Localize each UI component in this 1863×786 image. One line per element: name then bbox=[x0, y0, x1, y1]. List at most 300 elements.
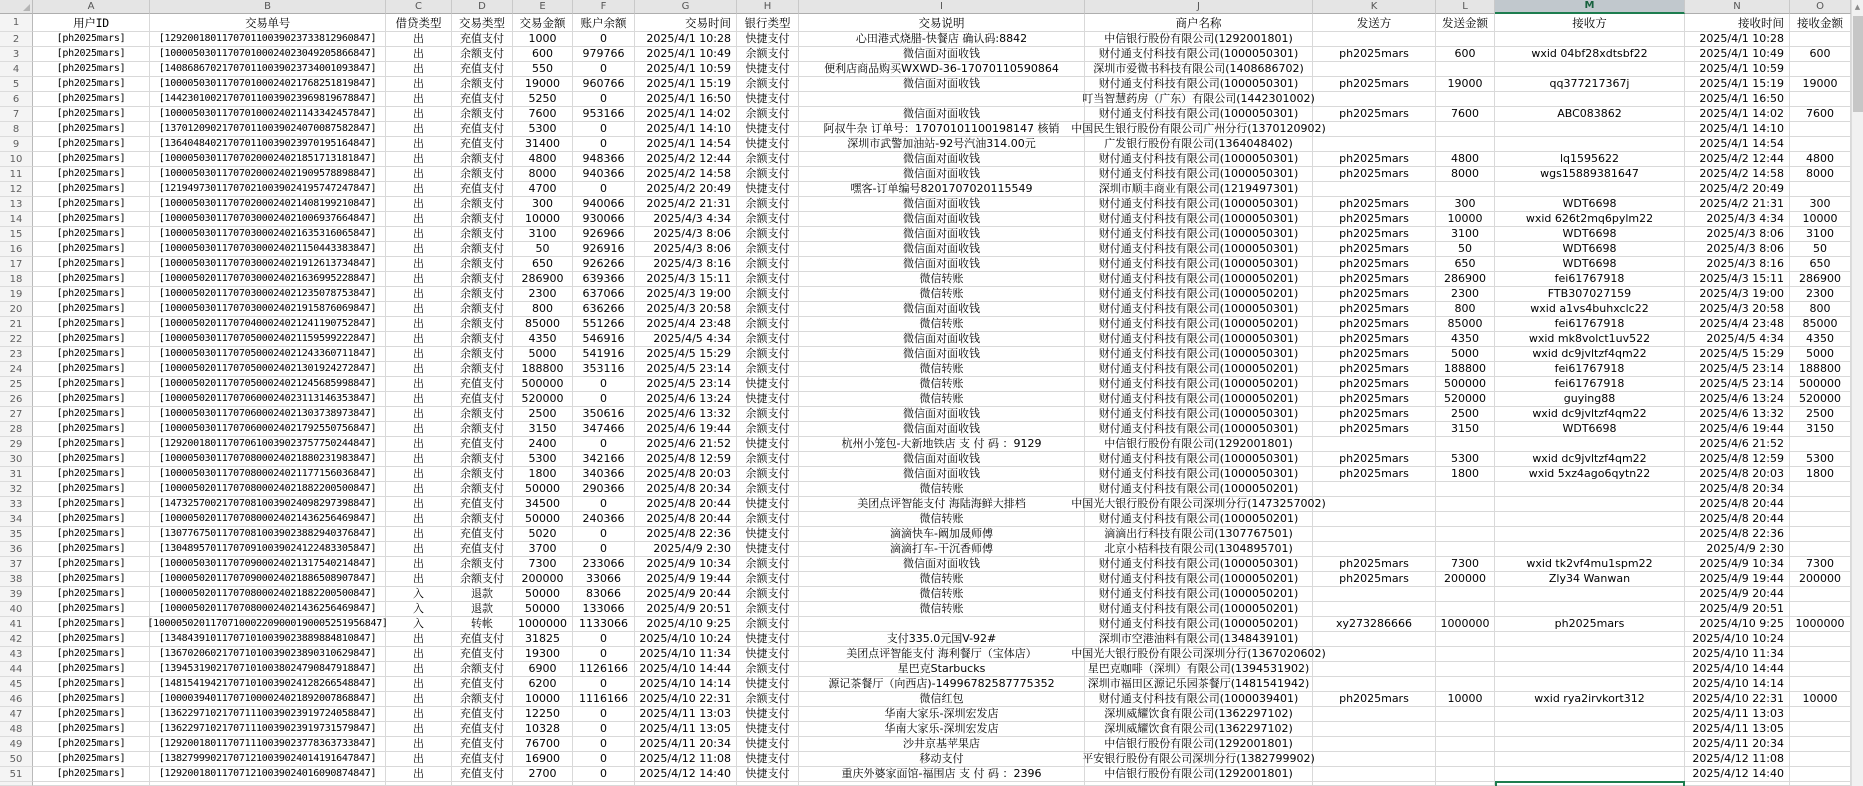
cell[interactable] bbox=[1436, 587, 1495, 602]
cell[interactable]: [100005030117070100024023049205866847] bbox=[150, 47, 386, 62]
cell[interactable]: 阿叔牛杂 订单号：17070101100198147 核销 bbox=[799, 122, 1085, 137]
row-number[interactable]: 49 bbox=[0, 737, 33, 752]
cell[interactable]: [100005020117070800024021882200500847] bbox=[150, 482, 386, 497]
cell[interactable]: 微信转账 bbox=[799, 482, 1085, 497]
cell[interactable] bbox=[1790, 602, 1851, 617]
cell[interactable]: 快捷支付 bbox=[737, 677, 799, 692]
cell[interactable]: wxid 5xz4ago6qytn22 bbox=[1495, 467, 1685, 482]
cell[interactable] bbox=[1436, 182, 1495, 197]
row-number[interactable]: 44 bbox=[0, 662, 33, 677]
cell[interactable]: 出 bbox=[386, 437, 452, 452]
cell[interactable]: [100005030117070800024021880231983847] bbox=[150, 452, 386, 467]
cell[interactable]: [100005020117070300024021636995228847] bbox=[150, 272, 386, 287]
cell[interactable]: 快捷支付 bbox=[737, 377, 799, 392]
row-number[interactable]: 8 bbox=[0, 122, 33, 137]
row-number[interactable]: 39 bbox=[0, 587, 33, 602]
cell[interactable]: 2025/4/9 20:51 bbox=[635, 602, 737, 617]
cell[interactable]: 财付通支付科技有限公司(1000050201) bbox=[1085, 572, 1313, 587]
cell[interactable]: 2025/4/8 22:36 bbox=[1685, 527, 1790, 542]
cell[interactable]: ABC083862 bbox=[1495, 107, 1685, 122]
cell[interactable]: 3150 bbox=[1436, 422, 1495, 437]
cell[interactable] bbox=[1436, 482, 1495, 497]
cell[interactable]: [100005030117070200024021408199210847] bbox=[150, 197, 386, 212]
cell[interactable]: [ph2025mars] bbox=[33, 197, 150, 212]
cell[interactable]: 6200 bbox=[513, 677, 573, 692]
cell[interactable]: 300 bbox=[1436, 197, 1495, 212]
cell[interactable] bbox=[1495, 512, 1685, 527]
cell[interactable]: 2500 bbox=[1790, 407, 1851, 422]
cell[interactable]: [129200180117071210039024016090874847] bbox=[150, 767, 386, 782]
cell[interactable]: 2025/4/1 10:28 bbox=[635, 32, 737, 47]
cell[interactable]: 余额支付 bbox=[737, 167, 799, 182]
cell[interactable]: 2025/4/3 20:58 bbox=[635, 302, 737, 317]
cell[interactable]: 2025/4/5 23:14 bbox=[1685, 377, 1790, 392]
cell[interactable]: 2025/4/12 11:08 bbox=[1685, 752, 1790, 767]
cell[interactable]: fei61767918 bbox=[1495, 272, 1685, 287]
cell[interactable]: 出 bbox=[386, 272, 452, 287]
cell[interactable]: 2025/4/2 14:58 bbox=[635, 167, 737, 182]
cell[interactable]: [100005030117070300024021635316065847] bbox=[150, 227, 386, 242]
cell[interactable]: 1126166 bbox=[573, 662, 635, 677]
cell[interactable]: 2025/4/10 14:44 bbox=[1685, 662, 1790, 677]
cell[interactable]: [ph2025mars] bbox=[33, 452, 150, 467]
cell[interactable] bbox=[1495, 632, 1685, 647]
cell[interactable]: [100005030117070300024021915876069847] bbox=[150, 302, 386, 317]
cell[interactable]: 3100 bbox=[1790, 227, 1851, 242]
cell[interactable] bbox=[1790, 137, 1851, 152]
cell[interactable]: [100005020117070800024021436256469847] bbox=[150, 512, 386, 527]
cell[interactable]: 2025/4/3 20:58 bbox=[1685, 302, 1790, 317]
cell[interactable]: 188800 bbox=[513, 362, 573, 377]
cell[interactable]: [ph2025mars] bbox=[33, 257, 150, 272]
cell[interactable]: 微信面对面收钱 bbox=[799, 212, 1085, 227]
cell[interactable]: 10000 bbox=[513, 212, 573, 227]
cell[interactable]: [100005020117070800024021436256469847] bbox=[150, 602, 386, 617]
cell[interactable]: 出 bbox=[386, 497, 452, 512]
cell[interactable]: 深圳市爱微书科技有限公司(1408686702) bbox=[1085, 62, 1313, 77]
cell[interactable]: 2025/4/8 20:44 bbox=[635, 497, 737, 512]
cell[interactable]: 5000 bbox=[513, 347, 573, 362]
cell[interactable]: 2025/4/11 13:03 bbox=[635, 707, 737, 722]
cell[interactable] bbox=[1313, 137, 1436, 152]
row-number[interactable]: 13 bbox=[0, 197, 33, 212]
cell[interactable] bbox=[1495, 497, 1685, 512]
cell[interactable]: 1000000 bbox=[1436, 617, 1495, 632]
cell[interactable]: 杭州小笼包-大新地铁店 支 付 码 ：9129 bbox=[799, 437, 1085, 452]
cell[interactable]: wxid mk8volct1uv522 bbox=[1495, 332, 1685, 347]
cell[interactable]: 出 bbox=[386, 257, 452, 272]
cell[interactable]: [100005030117070500024021243360711847] bbox=[150, 347, 386, 362]
cell[interactable]: 2025/4/3 8:16 bbox=[635, 257, 737, 272]
cell[interactable]: ph2025mars bbox=[1313, 692, 1436, 707]
cell[interactable]: 2025/4/11 13:05 bbox=[1685, 722, 1790, 737]
cell[interactable]: 财付通支付科技有限公司(1000050301) bbox=[1085, 227, 1313, 242]
cell[interactable]: 出 bbox=[386, 212, 452, 227]
cell[interactable]: 余额支付 bbox=[737, 272, 799, 287]
cell[interactable]: 2025/4/10 10:24 bbox=[1685, 632, 1790, 647]
cell[interactable]: 微信转账 bbox=[799, 512, 1085, 527]
column-letter-O[interactable]: O bbox=[1790, 0, 1851, 14]
row-number[interactable]: 22 bbox=[0, 332, 33, 347]
cell[interactable]: 充值支付 bbox=[452, 677, 513, 692]
cell[interactable]: 2025/4/8 12:59 bbox=[1685, 452, 1790, 467]
cell[interactable]: ph2025mars bbox=[1313, 107, 1436, 122]
cell[interactable]: [ph2025mars] bbox=[33, 137, 150, 152]
cell[interactable]: 交易时间 bbox=[635, 14, 737, 32]
cell[interactable]: 财付通支付科技有限公司(1000050201) bbox=[1085, 482, 1313, 497]
cell[interactable]: [ph2025mars] bbox=[33, 77, 150, 92]
cell[interactable]: 发送方 bbox=[1313, 14, 1436, 32]
cell[interactable]: 平安银行股份有限公司深圳分行(1382799902) bbox=[1082, 752, 1315, 765]
cell[interactable]: 出 bbox=[386, 32, 452, 47]
cell[interactable]: 2025/4/9 19:44 bbox=[635, 572, 737, 587]
cell[interactable]: 微信面对面收钱 bbox=[799, 407, 1085, 422]
row-number[interactable]: 14 bbox=[0, 212, 33, 227]
cell[interactable]: 10000 bbox=[1436, 692, 1495, 707]
cell[interactable]: 340366 bbox=[573, 467, 635, 482]
cell[interactable] bbox=[1790, 512, 1851, 527]
cell[interactable]: 19000 bbox=[1436, 77, 1495, 92]
cell[interactable]: 用户ID bbox=[33, 14, 150, 32]
cell[interactable]: [ph2025mars] bbox=[33, 392, 150, 407]
row-number[interactable]: 9 bbox=[0, 137, 33, 152]
cell[interactable]: 2025/4/2 21:31 bbox=[635, 197, 737, 212]
cell[interactable] bbox=[1495, 62, 1685, 77]
cell[interactable]: 财付通支付科技有限公司(1000050301) bbox=[1085, 152, 1313, 167]
column-letter-L[interactable]: L bbox=[1436, 0, 1495, 14]
cell[interactable]: 财付通支付科技有限公司(1000050301) bbox=[1085, 467, 1313, 482]
row-number[interactable]: 20 bbox=[0, 302, 33, 317]
cell[interactable]: [121949730117070210039024195747247847] bbox=[150, 182, 386, 197]
cell[interactable]: 借贷类型 bbox=[386, 14, 452, 32]
cell[interactable]: [ph2025mars] bbox=[33, 422, 150, 437]
cell[interactable]: 2025/4/6 19:44 bbox=[1685, 422, 1790, 437]
cell[interactable]: [ph2025mars] bbox=[33, 617, 150, 632]
cell[interactable]: 深圳市空港油料有限公司(1348439101) bbox=[1085, 632, 1313, 647]
cell[interactable] bbox=[1313, 602, 1436, 617]
cell[interactable]: 1000 bbox=[513, 32, 573, 47]
cell[interactable]: 出 bbox=[386, 227, 452, 242]
cell[interactable]: 953166 bbox=[573, 107, 635, 122]
cell[interactable]: wxid tk2vf4mu1spm22 bbox=[1495, 557, 1685, 572]
cell[interactable]: 0 bbox=[573, 437, 635, 452]
cell[interactable]: 微信面对面收钱 bbox=[799, 347, 1085, 362]
cell[interactable]: 2025/4/10 14:44 bbox=[635, 662, 737, 677]
cell[interactable]: 充值支付 bbox=[452, 647, 513, 662]
cell[interactable]: 8000 bbox=[513, 167, 573, 182]
cell[interactable]: 2025/4/9 10:34 bbox=[635, 557, 737, 572]
cell[interactable]: 财付通支付科技有限公司(1000050301) bbox=[1085, 47, 1313, 62]
cell[interactable]: 2025/4/2 20:49 bbox=[635, 182, 737, 197]
cell[interactable] bbox=[1313, 32, 1436, 47]
cell[interactable]: 入 bbox=[386, 617, 452, 632]
cell[interactable]: 3700 bbox=[513, 542, 573, 557]
cell[interactable]: [100005030117070100024021768251819847] bbox=[150, 77, 386, 92]
cell[interactable]: 2300 bbox=[1790, 287, 1851, 302]
cell[interactable] bbox=[1790, 752, 1851, 767]
cell[interactable]: 600 bbox=[1436, 47, 1495, 62]
cell[interactable]: 余额支付 bbox=[737, 362, 799, 377]
column-letter-N[interactable]: N bbox=[1685, 0, 1790, 14]
cell[interactable]: [148154194217071010039024128266548847] bbox=[150, 677, 386, 692]
cell[interactable]: 2025/4/9 2:30 bbox=[1685, 542, 1790, 557]
column-letter-D[interactable]: D bbox=[452, 0, 513, 14]
cell[interactable]: 2025/4/5 23:14 bbox=[635, 377, 737, 392]
cell[interactable]: 快捷支付 bbox=[737, 707, 799, 722]
cell[interactable]: 1800 bbox=[1790, 467, 1851, 482]
cell[interactable]: 4700 bbox=[513, 182, 573, 197]
cell[interactable]: 2025/4/11 13:03 bbox=[1685, 707, 1790, 722]
cell[interactable]: 7300 bbox=[513, 557, 573, 572]
cell[interactable]: [129200180117071110039023778363733847] bbox=[150, 737, 386, 752]
cell[interactable] bbox=[1313, 482, 1436, 497]
cell[interactable] bbox=[1790, 542, 1851, 557]
cell[interactable]: [100005030117070300024021912613734847] bbox=[150, 257, 386, 272]
row-number[interactable]: 40 bbox=[0, 602, 33, 617]
cell[interactable]: 余额支付 bbox=[452, 212, 513, 227]
cell[interactable]: 2025/4/10 9:25 bbox=[635, 617, 737, 632]
cell[interactable] bbox=[1436, 737, 1495, 752]
cell[interactable]: 10328 bbox=[513, 722, 573, 737]
cell[interactable]: 微信转账 bbox=[799, 287, 1085, 302]
cell[interactable]: 余额支付 bbox=[452, 557, 513, 572]
row-number[interactable]: 4 bbox=[0, 62, 33, 77]
cell[interactable]: 中信银行股份有限公司(1292001801) bbox=[1085, 767, 1313, 782]
cell[interactable]: 微信面对面收钱 bbox=[799, 452, 1085, 467]
cell[interactable] bbox=[1313, 542, 1436, 557]
cell[interactable]: 出 bbox=[386, 347, 452, 362]
cell[interactable]: 16900 bbox=[513, 752, 573, 767]
cell[interactable]: 19000 bbox=[513, 77, 573, 92]
cell[interactable] bbox=[737, 782, 799, 786]
cell[interactable]: 2025/4/3 19:00 bbox=[635, 287, 737, 302]
cell[interactable]: 财付通支付科技有限公司(1000039401) bbox=[1085, 692, 1313, 707]
cell[interactable]: [ph2025mars] bbox=[33, 92, 150, 107]
cell[interactable]: 50000 bbox=[513, 602, 573, 617]
cell[interactable] bbox=[1790, 92, 1851, 107]
cell[interactable] bbox=[1313, 632, 1436, 647]
cell[interactable]: 充值支付 bbox=[452, 497, 513, 512]
cell[interactable]: [140868670217070110039023734001093847] bbox=[150, 62, 386, 77]
cell[interactable]: 600 bbox=[513, 47, 573, 62]
cell[interactable]: 200000 bbox=[513, 572, 573, 587]
cell[interactable]: 2025/4/5 15:29 bbox=[635, 347, 737, 362]
column-letter-I[interactable]: I bbox=[799, 0, 1085, 14]
cell[interactable] bbox=[386, 782, 452, 786]
cell[interactable] bbox=[1436, 632, 1495, 647]
cell[interactable]: 2025/4/2 21:31 bbox=[1685, 197, 1790, 212]
cell[interactable] bbox=[1790, 677, 1851, 692]
cell[interactable]: 5000 bbox=[1790, 347, 1851, 362]
cell[interactable]: [ph2025mars] bbox=[33, 377, 150, 392]
row-number[interactable]: 51 bbox=[0, 767, 33, 782]
cell[interactable]: 2025/4/8 20:44 bbox=[1685, 512, 1790, 527]
cell[interactable]: 546916 bbox=[573, 332, 635, 347]
cell[interactable]: 2025/4/10 14:14 bbox=[1685, 677, 1790, 692]
cell[interactable]: 余额支付 bbox=[737, 77, 799, 92]
cell[interactable]: 微信面对面收钱 bbox=[799, 332, 1085, 347]
cell[interactable]: 2025/4/8 20:44 bbox=[635, 512, 737, 527]
row-number[interactable] bbox=[0, 782, 33, 786]
cell[interactable]: [ph2025mars] bbox=[33, 362, 150, 377]
cell[interactable]: 300 bbox=[1790, 197, 1851, 212]
cell[interactable] bbox=[1436, 677, 1495, 692]
cell[interactable]: 余额支付 bbox=[737, 332, 799, 347]
cell[interactable] bbox=[1790, 482, 1851, 497]
vertical-scrollbar[interactable] bbox=[1851, 0, 1863, 786]
cell[interactable]: 31400 bbox=[513, 137, 573, 152]
cell[interactable]: 31825 bbox=[513, 632, 573, 647]
row-number[interactable]: 27 bbox=[0, 407, 33, 422]
cell[interactable]: 余额支付 bbox=[737, 407, 799, 422]
cell[interactable] bbox=[1495, 752, 1685, 767]
cell[interactable]: 出 bbox=[386, 572, 452, 587]
cell[interactable]: 财付通支付科技有限公司(1000050301) bbox=[1085, 212, 1313, 227]
cell[interactable]: 2025/4/8 22:36 bbox=[635, 527, 737, 542]
cell[interactable]: 中信银行股份有限公司(1292001801) bbox=[1085, 437, 1313, 452]
cell[interactable] bbox=[1790, 32, 1851, 47]
row-number[interactable]: 33 bbox=[0, 497, 33, 512]
cell[interactable]: 充值支付 bbox=[452, 527, 513, 542]
cell[interactable]: 800 bbox=[513, 302, 573, 317]
cell[interactable]: 2025/4/6 19:44 bbox=[635, 422, 737, 437]
row-number[interactable]: 37 bbox=[0, 557, 33, 572]
cell[interactable]: 余额支付 bbox=[452, 317, 513, 332]
cell[interactable]: 财付通支付科技有限公司(1000050301) bbox=[1085, 242, 1313, 257]
cell[interactable]: 2025/4/2 20:49 bbox=[1685, 182, 1790, 197]
cell[interactable]: 2025/4/10 10:24 bbox=[635, 632, 737, 647]
cell[interactable]: 979766 bbox=[573, 47, 635, 62]
cell[interactable]: 充值支付 bbox=[452, 437, 513, 452]
cell[interactable]: 650 bbox=[513, 257, 573, 272]
cell[interactable]: 5000 bbox=[1436, 347, 1495, 362]
cell[interactable]: 637066 bbox=[573, 287, 635, 302]
cell[interactable]: WDT6698 bbox=[1495, 257, 1685, 272]
cell[interactable]: [ph2025mars] bbox=[33, 632, 150, 647]
row-number[interactable]: 3 bbox=[0, 47, 33, 62]
cell[interactable]: [ph2025mars] bbox=[33, 467, 150, 482]
cell[interactable]: 2025/4/5 15:29 bbox=[1685, 347, 1790, 362]
cell[interactable]: 充值支付 bbox=[452, 752, 513, 767]
cell[interactable]: 500000 bbox=[1436, 377, 1495, 392]
cell[interactable]: 财付通支付科技有限公司(1000050201) bbox=[1085, 587, 1313, 602]
cell[interactable] bbox=[452, 782, 513, 786]
cell[interactable]: 2025/4/11 20:34 bbox=[1685, 737, 1790, 752]
cell[interactable]: 2025/4/8 20:34 bbox=[1685, 482, 1790, 497]
cell[interactable] bbox=[1495, 137, 1685, 152]
cell[interactable]: 余额支付 bbox=[737, 692, 799, 707]
cell[interactable]: [ph2025mars] bbox=[33, 752, 150, 767]
cell[interactable]: 财付通支付科技有限公司(1000050301) bbox=[1085, 332, 1313, 347]
cell[interactable]: 中国光大银行股份有限公司深圳分行(1473257002) bbox=[1071, 497, 1326, 510]
cell[interactable]: 微信转账 bbox=[799, 602, 1085, 617]
cell[interactable]: [ph2025mars] bbox=[33, 47, 150, 62]
cell[interactable]: 出 bbox=[386, 137, 452, 152]
cell[interactable]: 沙井京基苹果店 bbox=[799, 737, 1085, 752]
cell[interactable]: 639366 bbox=[573, 272, 635, 287]
cell[interactable]: 2025/4/3 8:16 bbox=[1685, 257, 1790, 272]
cell[interactable]: 充值支付 bbox=[452, 182, 513, 197]
cell[interactable]: 滴滴打车-干沉香师傅 bbox=[799, 542, 1085, 557]
cell[interactable]: 2025/4/8 20:03 bbox=[1685, 467, 1790, 482]
select-all-corner[interactable] bbox=[0, 0, 33, 14]
cell[interactable]: 余额支付 bbox=[737, 587, 799, 602]
cell[interactable]: 600 bbox=[1790, 47, 1851, 62]
cell[interactable] bbox=[1790, 737, 1851, 752]
cell[interactable] bbox=[1790, 782, 1851, 786]
cell[interactable]: 财付通支付科技有限公司(1000050301) bbox=[1085, 167, 1313, 182]
cell[interactable]: [134843910117071010039023889884810847] bbox=[150, 632, 386, 647]
cell[interactable]: 星巴克咖啡（深圳）有限公司(1394531902) bbox=[1085, 662, 1313, 677]
cell[interactable] bbox=[1436, 122, 1495, 137]
cell[interactable]: 出 bbox=[386, 737, 452, 752]
cell[interactable]: 2025/4/12 11:08 bbox=[635, 752, 737, 767]
cell[interactable]: 余额支付 bbox=[737, 107, 799, 122]
cell[interactable]: 出 bbox=[386, 542, 452, 557]
cell[interactable] bbox=[1790, 722, 1851, 737]
cell[interactable]: 0 bbox=[573, 632, 635, 647]
cell[interactable]: ph2025mars bbox=[1313, 362, 1436, 377]
cell[interactable]: ph2025mars bbox=[1313, 287, 1436, 302]
cell[interactable]: 2025/4/6 13:32 bbox=[1685, 407, 1790, 422]
cell[interactable] bbox=[1790, 587, 1851, 602]
cell[interactable]: 入 bbox=[386, 602, 452, 617]
row-number[interactable]: 36 bbox=[0, 542, 33, 557]
cell[interactable] bbox=[1436, 602, 1495, 617]
cell[interactable]: [ph2025mars] bbox=[33, 647, 150, 662]
cell[interactable]: 0 bbox=[573, 707, 635, 722]
cell[interactable]: 4800 bbox=[513, 152, 573, 167]
cell[interactable]: 出 bbox=[386, 182, 452, 197]
cell[interactable]: 7300 bbox=[1436, 557, 1495, 572]
cell[interactable]: 出 bbox=[386, 512, 452, 527]
cell[interactable]: [ph2025mars] bbox=[33, 107, 150, 122]
cell[interactable]: 3100 bbox=[513, 227, 573, 242]
cell[interactable]: 余额支付 bbox=[737, 467, 799, 482]
cell[interactable]: [ph2025mars] bbox=[33, 737, 150, 752]
cell[interactable]: 华南大家乐-深圳宏发店 bbox=[799, 722, 1085, 737]
cell[interactable]: 北京小桔科技有限公司(1304895701) bbox=[1085, 542, 1313, 557]
cell[interactable] bbox=[1436, 32, 1495, 47]
cell[interactable]: 1000000 bbox=[513, 617, 573, 632]
cell[interactable]: 财付通支付科技有限公司(1000050201) bbox=[1085, 512, 1313, 527]
cell[interactable] bbox=[1495, 722, 1685, 737]
cell[interactable]: 3150 bbox=[513, 422, 573, 437]
cell[interactable]: 充值支付 bbox=[452, 767, 513, 782]
cell[interactable]: 233066 bbox=[573, 557, 635, 572]
cell[interactable]: 960766 bbox=[573, 77, 635, 92]
cell[interactable]: 3150 bbox=[1790, 422, 1851, 437]
cell[interactable]: 充值支付 bbox=[452, 542, 513, 557]
cell[interactable]: 充值支付 bbox=[452, 392, 513, 407]
column-letter-K[interactable]: K bbox=[1313, 0, 1436, 14]
cell[interactable]: 快捷支付 bbox=[737, 32, 799, 47]
cell[interactable]: 4350 bbox=[1790, 332, 1851, 347]
cell[interactable]: [ph2025mars] bbox=[33, 497, 150, 512]
cell[interactable]: 快捷支付 bbox=[737, 497, 799, 512]
cell[interactable]: 188800 bbox=[1790, 362, 1851, 377]
cell[interactable]: [ph2025mars] bbox=[33, 227, 150, 242]
cell[interactable]: 财付通支付科技有限公司(1000050301) bbox=[1085, 452, 1313, 467]
cell[interactable]: ph2025mars bbox=[1313, 332, 1436, 347]
cell[interactable]: 财付通支付科技有限公司(1000050201) bbox=[1085, 317, 1313, 332]
cell[interactable] bbox=[1436, 437, 1495, 452]
row-number[interactable]: 31 bbox=[0, 467, 33, 482]
cell[interactable]: 300 bbox=[513, 197, 573, 212]
cell[interactable]: 快捷支付 bbox=[737, 737, 799, 752]
cell[interactable]: 余额支付 bbox=[452, 482, 513, 497]
cell[interactable] bbox=[1790, 497, 1851, 512]
